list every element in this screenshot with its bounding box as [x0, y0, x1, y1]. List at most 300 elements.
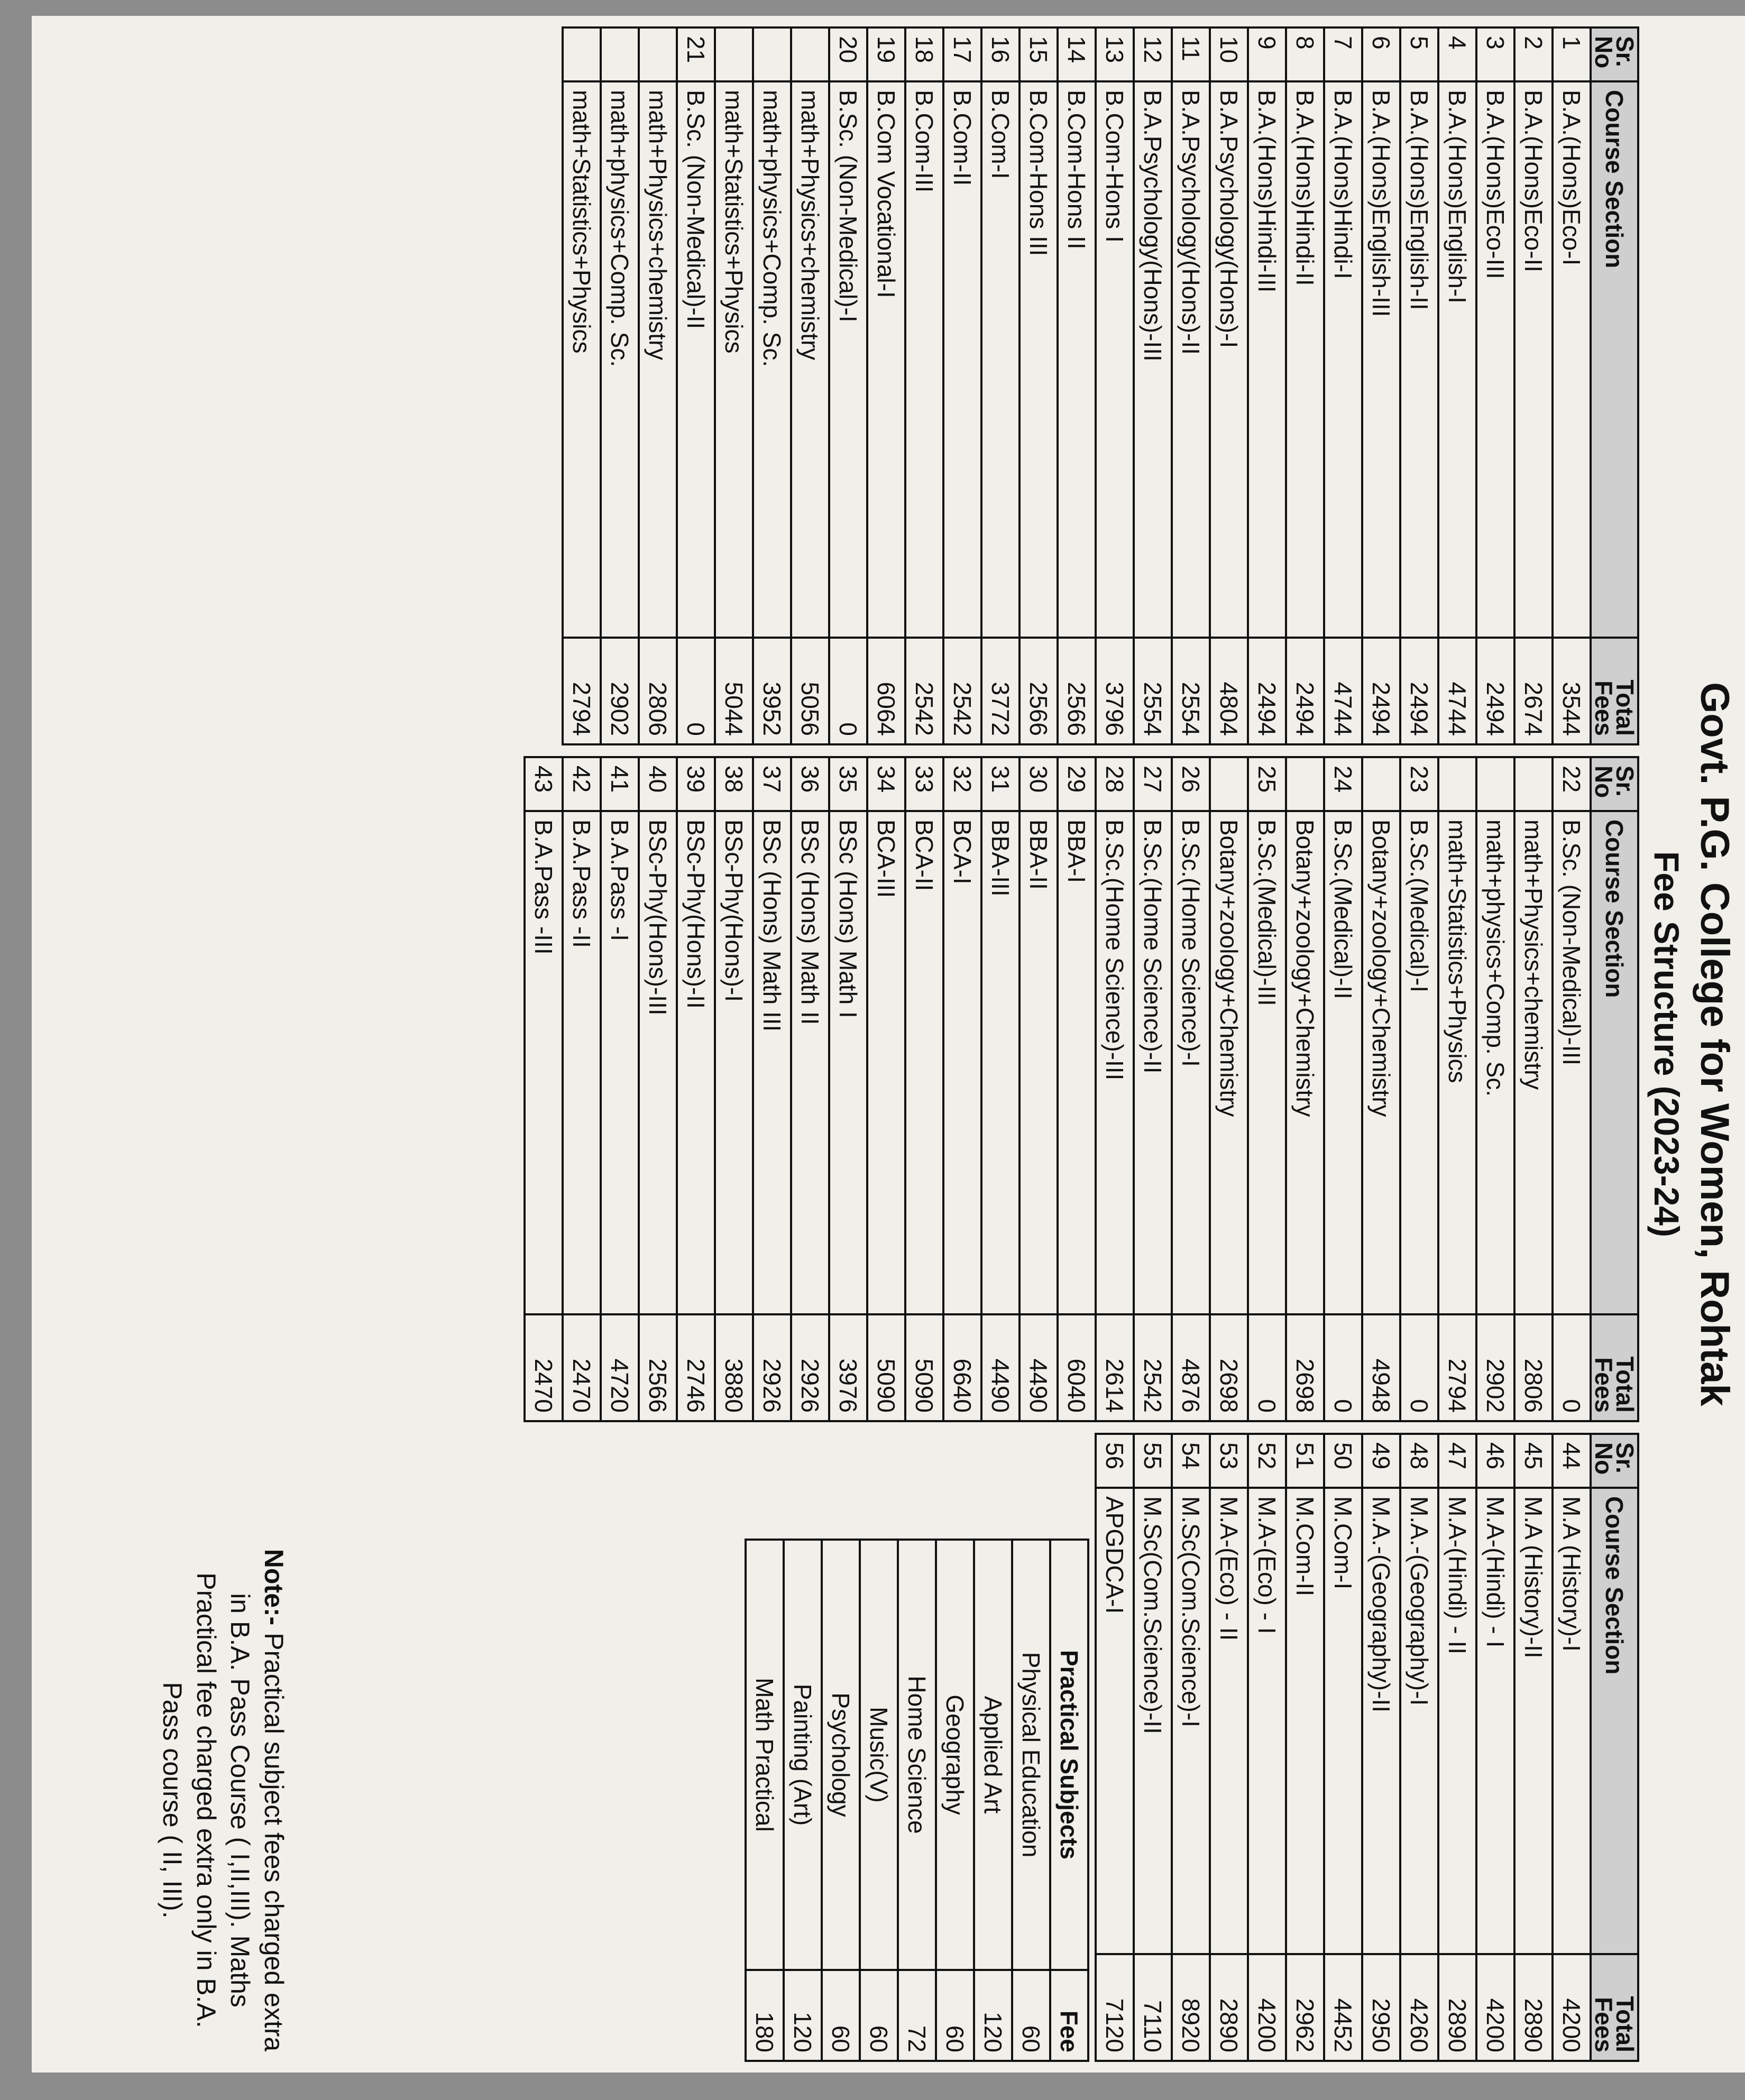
course-cell: B.A.(Hons)Hindi-II — [1286, 81, 1324, 638]
table-row — [677, 757, 715, 1421]
sr-no-cell: 48 — [1400, 1434, 1438, 1488]
course-cell: M.A-(Eco) - II — [1210, 1488, 1248, 1954]
practical-subject-cell: Physical Education — [1012, 1540, 1050, 1970]
sr-header: Sr. No — [1591, 27, 1638, 81]
fee-cell: 6064 — [867, 638, 905, 744]
fee-cell: 3976 — [829, 1314, 867, 1421]
course-cell: M.Com-II — [1286, 1488, 1324, 1954]
sr-no-cell: 20 — [829, 27, 867, 81]
sr-header: Sr. No — [1591, 757, 1638, 811]
sr-no-cell: 23 — [1400, 757, 1438, 811]
fee-cell: 7120 — [1096, 1954, 1134, 2061]
sr-no-cell: 16 — [981, 27, 1020, 81]
table-row — [1553, 757, 1591, 1421]
table-row — [563, 757, 601, 1421]
table-row — [1362, 1434, 1400, 2061]
course-cell: B.A.(Hons)English-II — [1400, 81, 1438, 638]
table-row — [1172, 1434, 1210, 2061]
fee-cell: 7110 — [1134, 1954, 1172, 2061]
table-row — [905, 27, 943, 744]
course-cell: B.A.Pass -III — [525, 811, 563, 1314]
practical-fee-header: Fee — [1050, 1970, 1088, 2061]
fee-cell: 8920 — [1172, 1954, 1210, 2061]
fee-cell: 3544 — [1553, 638, 1591, 744]
fee-cell: 2566 — [639, 1314, 677, 1421]
fee-cell: 2566 — [1020, 638, 1058, 744]
course-cell: BCA-I — [943, 811, 981, 1314]
course-cell: math+physics+Comp. Sc. — [601, 81, 639, 638]
course-cell: math+Physics+chemistry — [1514, 811, 1553, 1314]
sr-no-cell: 11 — [1172, 27, 1210, 81]
sr-no-cell — [601, 27, 639, 81]
sr-no-cell — [1438, 757, 1476, 811]
table-row — [1134, 757, 1172, 1421]
page-title: Govt. P.G. College for Women, Rohtak — [1692, 682, 1737, 1406]
note-label: Note:- — [259, 1549, 289, 1626]
practical-fee-cell: 120 — [974, 1970, 1012, 2061]
course-cell: B.A.(Hons)Eco-II — [1514, 81, 1553, 638]
sr-no-cell: 32 — [943, 757, 981, 811]
course-cell: M.A (History)-I — [1553, 1488, 1591, 1954]
table-row — [753, 757, 791, 1421]
table-row — [1362, 757, 1400, 1421]
table-row — [525, 757, 563, 1421]
fee-cell: 2470 — [563, 1314, 601, 1421]
course-cell: M.A-(Eco) - I — [1248, 1488, 1286, 1954]
fee-cell: 0 — [1324, 1314, 1362, 1421]
fee-cell: 4804 — [1210, 638, 1248, 744]
fee-cell: 2554 — [1172, 638, 1210, 744]
course-cell: BSc (Hons) Math III — [753, 811, 791, 1314]
sr-no-cell: 21 — [677, 27, 715, 81]
sr-no-cell — [1362, 757, 1400, 811]
course-cell: B.Sc.(Home Science)-III — [1096, 811, 1134, 1314]
fee-cell: 4260 — [1400, 1954, 1438, 2061]
table-header-row — [1591, 757, 1638, 1421]
fee-cell: 2554 — [1134, 638, 1172, 744]
sr-no-cell: 34 — [867, 757, 905, 811]
course-cell: M.A.-(Geography)-I — [1400, 1488, 1438, 1954]
practical-row — [860, 1540, 898, 2061]
practical-header-row — [1050, 1540, 1088, 2061]
sr-no-cell: 3 — [1476, 27, 1514, 81]
table-row — [829, 757, 867, 1421]
sr-no-cell: 46 — [1476, 1434, 1514, 1488]
table-row — [867, 27, 905, 744]
practical-subject-cell: Math Practical — [746, 1540, 784, 1970]
fee-cell: 6040 — [1058, 1314, 1096, 1421]
fee-table-1-body — [563, 27, 1591, 744]
fee-cell: 2806 — [639, 638, 677, 744]
practical-row — [746, 1540, 784, 2061]
course-cell: B.A.Psychology(Hons)-I — [1210, 81, 1248, 638]
table-row — [677, 27, 715, 744]
table-row — [1514, 757, 1553, 1421]
course-cell: B.A.(Hons)English-III — [1362, 81, 1400, 638]
course-cell: M.Sc(Com.Science)-II — [1134, 1488, 1172, 1954]
sr-no-cell — [1286, 757, 1324, 811]
course-cell: math+Statistics+Physics — [1438, 811, 1476, 1314]
sr-no-cell — [1514, 757, 1553, 811]
course-cell: B.Com-II — [943, 81, 981, 638]
course-cell: BSc-Phy(Hons)-III — [639, 811, 677, 1314]
fee-cell: 0 — [1248, 1314, 1286, 1421]
sr-no-cell: 7 — [1324, 27, 1362, 81]
fee-cell: 3880 — [715, 1314, 753, 1421]
fees-header: Total Fees — [1591, 1954, 1638, 2061]
table-row — [1362, 27, 1400, 744]
practical-fee-cell: 60 — [1012, 1970, 1050, 2061]
practical-subject-cell: Music(V) — [860, 1540, 898, 1970]
sr-no-cell: 41 — [601, 757, 639, 811]
sr-no-cell: 17 — [943, 27, 981, 81]
table-row — [1438, 1434, 1476, 2061]
course-cell: B.A.Pass -II — [563, 811, 601, 1314]
fee-cell: 2902 — [601, 638, 639, 744]
practical-subject-cell: Painting (Art) — [784, 1540, 822, 1970]
table-row — [1400, 27, 1438, 744]
practical-row — [974, 1540, 1012, 2061]
sr-no-cell: 5 — [1400, 27, 1438, 81]
course-header: Course Section — [1591, 1488, 1638, 1954]
fee-cell: 0 — [1400, 1314, 1438, 1421]
table-row — [1210, 27, 1248, 744]
practical-row — [1012, 1540, 1050, 2061]
course-cell: B.Sc.(Medical)-II — [1324, 811, 1362, 1314]
fee-cell: 2794 — [563, 638, 601, 744]
sr-no-cell — [639, 27, 677, 81]
table-row — [601, 27, 639, 744]
fee-cell: 2746 — [677, 1314, 715, 1421]
table-row — [1248, 757, 1286, 1421]
course-cell: math+Statistics+Physics — [715, 81, 753, 638]
sr-no-cell: 10 — [1210, 27, 1248, 81]
table-row — [601, 757, 639, 1421]
sr-no-cell: 47 — [1438, 1434, 1476, 1488]
table-row — [905, 757, 943, 1421]
fee-cell: 3952 — [753, 638, 791, 744]
sr-no-cell: 30 — [1020, 757, 1058, 811]
fee-cell: 2890 — [1514, 1954, 1553, 2061]
table-row — [1286, 1434, 1324, 2061]
sr-no-cell: 36 — [791, 757, 829, 811]
fee-cell: 2542 — [943, 638, 981, 744]
sr-no-cell: 18 — [905, 27, 943, 81]
table-row — [1324, 27, 1362, 744]
sr-no-cell: 2 — [1514, 27, 1553, 81]
fee-cell: 5090 — [867, 1314, 905, 1421]
table-row — [981, 27, 1020, 744]
fee-table-3-body — [1096, 1434, 1591, 2061]
sr-no-cell: 4 — [1438, 27, 1476, 81]
fee-cell: 4948 — [1362, 1314, 1400, 1421]
table-row — [1438, 27, 1476, 744]
sr-no-cell: 27 — [1134, 757, 1172, 811]
sr-no-cell: 56 — [1096, 1434, 1134, 1488]
course-cell: B.Com-III — [905, 81, 943, 638]
sr-no-cell — [1476, 757, 1514, 811]
sr-no-cell: 24 — [1324, 757, 1362, 811]
sr-no-cell: 29 — [1058, 757, 1096, 811]
fee-cell: 2674 — [1514, 638, 1553, 744]
fee-cell: 2902 — [1476, 1314, 1514, 1421]
sr-no-cell: 51 — [1286, 1434, 1324, 1488]
table-row — [791, 27, 829, 744]
table-row — [1400, 1434, 1438, 2061]
fee-cell: 3772 — [981, 638, 1020, 744]
course-cell: math+physics+Comp. Sc. — [753, 81, 791, 638]
sr-no-cell: 31 — [981, 757, 1020, 811]
practical-fee-cell: 60 — [936, 1970, 974, 2061]
table-row — [1476, 1434, 1514, 2061]
table-row — [715, 757, 753, 1421]
fee-cell: 2494 — [1248, 638, 1286, 744]
course-header: Course Section — [1591, 811, 1638, 1314]
fee-cell: 4744 — [1324, 638, 1362, 744]
table-row — [639, 27, 677, 744]
course-cell: B.Sc.(Medical)-III — [1248, 811, 1286, 1314]
fee-cell: 4490 — [981, 1314, 1020, 1421]
course-cell: math+physics+Comp. Sc. — [1476, 811, 1514, 1314]
sr-no-cell: 43 — [525, 757, 563, 811]
table-row — [1438, 757, 1476, 1421]
course-cell: math+Physics+chemistry — [639, 81, 677, 638]
fee-cell: 4452 — [1324, 1954, 1362, 2061]
table-row — [1248, 27, 1286, 744]
fee-cell: 4200 — [1248, 1954, 1286, 2061]
sr-no-cell: 33 — [905, 757, 943, 811]
sr-no-cell: 42 — [563, 757, 601, 811]
practical-subject-cell: Home Science — [898, 1540, 936, 1970]
sr-no-cell: 38 — [715, 757, 753, 811]
fee-cell: 2926 — [753, 1314, 791, 1421]
sr-no-cell: 1 — [1553, 27, 1591, 81]
course-cell: B.Sc. (Non-Medical)-II — [677, 81, 715, 638]
sr-no-cell: 19 — [867, 27, 905, 81]
fee-cell: 2890 — [1210, 1954, 1248, 2061]
fee-cell: 2950 — [1362, 1954, 1400, 2061]
sr-no-cell: 39 — [677, 757, 715, 811]
practical-subjects-table — [745, 1539, 1089, 2062]
course-cell: B.Sc. (Non-Medical)-I — [829, 81, 867, 638]
practical-fee-cell: 120 — [784, 1970, 822, 2061]
course-cell: BBA-I — [1058, 811, 1096, 1314]
course-cell: B.A.Psychology(Hons)-III — [1134, 81, 1172, 638]
practical-subject-cell: Psychology — [822, 1540, 860, 1970]
course-cell: BBA-II — [1020, 811, 1058, 1314]
course-cell: B.A.(Hons)Eco-III — [1476, 81, 1514, 638]
table-row — [867, 757, 905, 1421]
fee-cell: 2470 — [525, 1314, 563, 1421]
fee-cell: 2698 — [1286, 1314, 1324, 1421]
sr-no-cell: 9 — [1248, 27, 1286, 81]
fee-cell: 2494 — [1362, 638, 1400, 744]
fee-cell: 3796 — [1096, 638, 1134, 744]
sr-no-cell: 22 — [1553, 757, 1591, 811]
fee-cell: 2962 — [1286, 1954, 1324, 2061]
table-row — [1096, 27, 1134, 744]
fee-structure-sheet — [32, 16, 1745, 2073]
course-cell: M.A-(Hindi) - I — [1476, 1488, 1514, 1954]
fee-cell: 4490 — [1020, 1314, 1058, 1421]
practical-row — [936, 1540, 974, 2061]
course-cell: B.Sc.(Home Science)-II — [1134, 811, 1172, 1314]
practical-fee-cell: 72 — [898, 1970, 936, 2061]
table-row — [1248, 1434, 1286, 2061]
fee-cell: 4200 — [1553, 1954, 1591, 2061]
sr-no-cell — [753, 27, 791, 81]
sr-no-cell: 55 — [1134, 1434, 1172, 1488]
fee-cell: 5090 — [905, 1314, 943, 1421]
fee-cell: 4200 — [1476, 1954, 1514, 2061]
sr-no-cell: 49 — [1362, 1434, 1400, 1488]
sr-no-cell: 45 — [1514, 1434, 1553, 1488]
sr-no-cell: 37 — [753, 757, 791, 811]
sr-no-cell: 25 — [1248, 757, 1286, 811]
sr-no-cell: 12 — [1134, 27, 1172, 81]
fee-cell: 2494 — [1286, 638, 1324, 744]
course-cell: BBA-III — [981, 811, 1020, 1314]
course-header: Course Section — [1591, 81, 1638, 638]
course-cell: B.Com-Hons III — [1020, 81, 1058, 638]
fee-cell: 0 — [677, 638, 715, 744]
table-row — [639, 757, 677, 1421]
sr-no-cell: 53 — [1210, 1434, 1248, 1488]
fees-header: Total Fees — [1591, 638, 1638, 744]
course-cell: B.A.(Hons)Hindi-I — [1324, 81, 1362, 638]
sr-no-cell — [1210, 757, 1248, 811]
course-cell: M.A.-(Geography)-II — [1362, 1488, 1400, 1954]
course-cell: B.A.Pass -I — [601, 811, 639, 1314]
sr-no-cell — [715, 27, 753, 81]
practical-row — [784, 1540, 822, 2061]
sr-no-cell: 50 — [1324, 1434, 1362, 1488]
fee-cell: 2698 — [1210, 1314, 1248, 1421]
fee-cell: 5056 — [791, 638, 829, 744]
course-cell: Botany+zoology+Chemistry — [1286, 811, 1324, 1314]
sr-no-cell: 28 — [1096, 757, 1134, 811]
sr-no-cell: 6 — [1362, 27, 1400, 81]
course-cell: APGDCA-I — [1096, 1488, 1134, 1954]
course-cell: M.Com-I — [1324, 1488, 1362, 1954]
table-row — [563, 27, 601, 744]
table-row — [1134, 1434, 1172, 2061]
fee-cell: 2494 — [1400, 638, 1438, 744]
practical-row — [822, 1540, 860, 2061]
sr-no-cell: 54 — [1172, 1434, 1210, 1488]
table-row — [1096, 757, 1134, 1421]
fee-cell: 6640 — [943, 1314, 981, 1421]
note-box — [150, 1539, 296, 2062]
table-row — [1134, 27, 1172, 744]
table-row — [1286, 27, 1324, 744]
table-row — [1058, 757, 1096, 1421]
course-cell: BSc (Hons) Math I — [829, 811, 867, 1314]
course-cell: math+Statistics+Physics — [563, 81, 601, 638]
practical-subjects-body — [746, 1540, 1050, 2061]
course-cell: B.A.Psychology(Hons)-II — [1172, 81, 1210, 638]
course-cell: Botany+zoology+Chemistry — [1362, 811, 1400, 1314]
sr-no-cell: 15 — [1020, 27, 1058, 81]
table-row — [791, 757, 829, 1421]
sr-no-cell: 40 — [639, 757, 677, 811]
fee-cell: 0 — [829, 638, 867, 744]
table-row — [943, 757, 981, 1421]
table-row — [829, 27, 867, 744]
fee-cell: 2542 — [1134, 1314, 1172, 1421]
table-row — [1553, 1434, 1591, 2061]
course-cell: B.A.(Hons)Hindi-III — [1248, 81, 1286, 638]
fee-table-3 — [1095, 1433, 1639, 2062]
table-row — [1553, 27, 1591, 744]
fee-cell: 2926 — [791, 1314, 829, 1421]
table-row — [1324, 757, 1362, 1421]
course-cell: BSc (Hons) Math II — [791, 811, 829, 1314]
table-row — [1400, 757, 1438, 1421]
sr-no-cell: 44 — [1553, 1434, 1591, 1488]
fee-cell: 4876 — [1172, 1314, 1210, 1421]
fee-cell: 0 — [1553, 1314, 1591, 1421]
fee-cell: 2806 — [1514, 1314, 1553, 1421]
sr-no-cell — [563, 27, 601, 81]
table-row — [1020, 27, 1058, 744]
fee-table-1 — [562, 26, 1639, 745]
fee-cell: 4720 — [601, 1314, 639, 1421]
fee-cell: 2566 — [1058, 638, 1096, 744]
fee-cell: 2794 — [1438, 1314, 1476, 1421]
fee-cell: 4744 — [1438, 638, 1476, 744]
course-cell: B.Com-Hons I — [1096, 81, 1134, 638]
practical-subjects-header: Practical Subjects — [1050, 1540, 1088, 1970]
table-row — [981, 757, 1020, 1421]
table-header-row — [1591, 1434, 1638, 2061]
fee-table-2 — [524, 756, 1639, 1422]
table-row — [1324, 1434, 1362, 2061]
fee-cell: 2614 — [1096, 1314, 1134, 1421]
course-cell: B.Com-I — [981, 81, 1020, 638]
table-row — [1476, 757, 1514, 1421]
table-row — [1514, 1434, 1553, 2061]
course-cell: Botany+zoology+Chemistry — [1210, 811, 1248, 1314]
fee-cell: 5044 — [715, 638, 753, 744]
table-row — [1020, 757, 1058, 1421]
fee-cell: 2494 — [1476, 638, 1514, 744]
table-row — [1058, 27, 1096, 744]
sr-no-cell: 52 — [1248, 1434, 1286, 1488]
course-cell: M.A (History)-II — [1514, 1488, 1553, 1954]
course-cell: B.A.(Hons)Eco-I — [1553, 81, 1591, 638]
table-row — [1096, 1434, 1134, 2061]
course-cell: B.Com Vocational-I — [867, 81, 905, 638]
sr-no-cell: 35 — [829, 757, 867, 811]
table-row — [715, 27, 753, 744]
sr-no-cell — [791, 27, 829, 81]
fee-table-2-body — [525, 757, 1591, 1421]
fee-cell: 2542 — [905, 638, 943, 744]
table-header-row — [1591, 27, 1638, 744]
practical-row — [898, 1540, 936, 2061]
course-cell: math+Physics+chemistry — [791, 81, 829, 638]
fee-cell: 2890 — [1438, 1954, 1476, 2061]
sr-no-cell: 14 — [1058, 27, 1096, 81]
page-subtitle: Fee Structure (2023-24) — [1647, 851, 1686, 1237]
course-cell: B.Sc.(Home Science)-I — [1172, 811, 1210, 1314]
practical-subject-cell: Geography — [936, 1540, 974, 1970]
note-text: Practical subject fees charged extra in B.A. Pass Course ( I,II,III). Maths Practical fee charged extra only in B.A. Pass course ( II, III). — [158, 1572, 289, 2052]
table-row — [1172, 27, 1210, 744]
course-cell: B.Com-Hons II — [1058, 81, 1096, 638]
sr-no-cell: 13 — [1096, 27, 1134, 81]
